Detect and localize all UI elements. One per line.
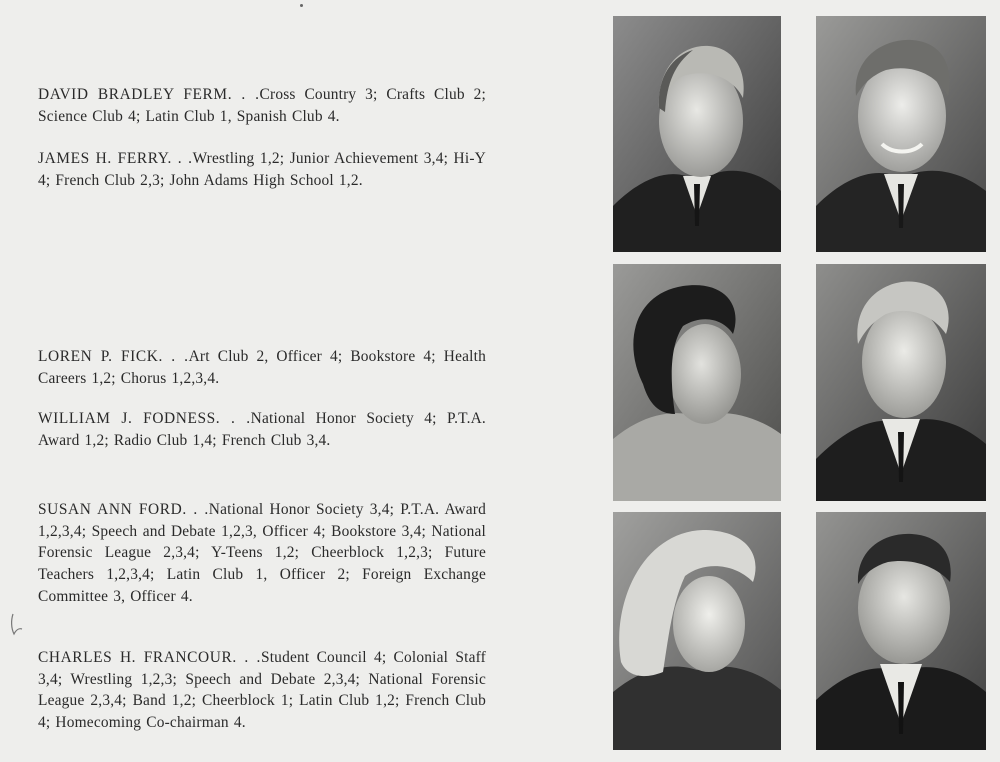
student-activities: National Honor Society 4; P.T.A. Award 1,2; Radio Club 1,4; French Club 3,4.	[38, 410, 486, 449]
student-name: WILLIAM J. FODNESS. . .	[38, 410, 251, 427]
student-name: SUSAN ANN FORD. . .	[38, 501, 209, 518]
bio-entry-ferry	[38, 148, 486, 191]
bio-entry-ferm	[38, 84, 486, 127]
portrait-francour	[816, 512, 986, 750]
student-name: CHARLES H. FRANCOUR. . .	[38, 649, 261, 666]
print-speck	[300, 4, 303, 7]
portrait-fodness	[816, 264, 986, 501]
student-activities: Cross Country 3; Crafts Club 2; Science Club 4; Latin Club 1, Spanish Club 4.	[38, 86, 486, 125]
bio-entry-fick	[38, 346, 486, 389]
student-name: LOREN P. FICK. . .	[38, 348, 189, 365]
student-name: JAMES H. FERRY. . .	[38, 150, 193, 167]
portrait-ferm	[613, 16, 781, 252]
student-activities: Wrestling 1,2; Junior Achievement 3,4; Hi-Y 4; French Club 2,3; John Adams High School 1,2.	[38, 150, 486, 189]
student-activities: Art Club 2, Officer 4; Bookstore 4; Health Careers 1,2; Chorus 1,2,3,4.	[38, 348, 486, 387]
bio-entry-fodness	[38, 408, 486, 451]
bio-entry-francour	[38, 647, 486, 734]
bio-entry-ford	[38, 499, 486, 608]
student-activities: Student Council 4; Colonial Staff 3,4; Wrestling 1,2,3; Speech and Debate 2,3,4; National Forensic League 2,3,4; Band 1,2; Cheerblock 1; Latin Club 1,2; French Club 4; Homecoming Co-chairman 4.	[38, 649, 487, 732]
portrait-ferry	[816, 16, 986, 252]
student-activities: National Honor Society 3,4; P.T.A. Award 1,2,3,4; Speech and Debate 1,2,3, Officer 4; Bookstore 3,4; National Forensic League 2,3,4; Y-Teens 1,2; Cheerblock 1,2,3; Future Teachers 1,2,3,4; Latin Club 1, Officer 2; Foreign Exchange Committee 3, Officer 4.	[38, 501, 486, 605]
student-name: DAVID BRADLEY FERM. . .	[38, 86, 260, 103]
portrait-ford	[613, 512, 781, 750]
portrait-fick	[613, 264, 781, 501]
pencil-mark	[10, 612, 24, 636]
